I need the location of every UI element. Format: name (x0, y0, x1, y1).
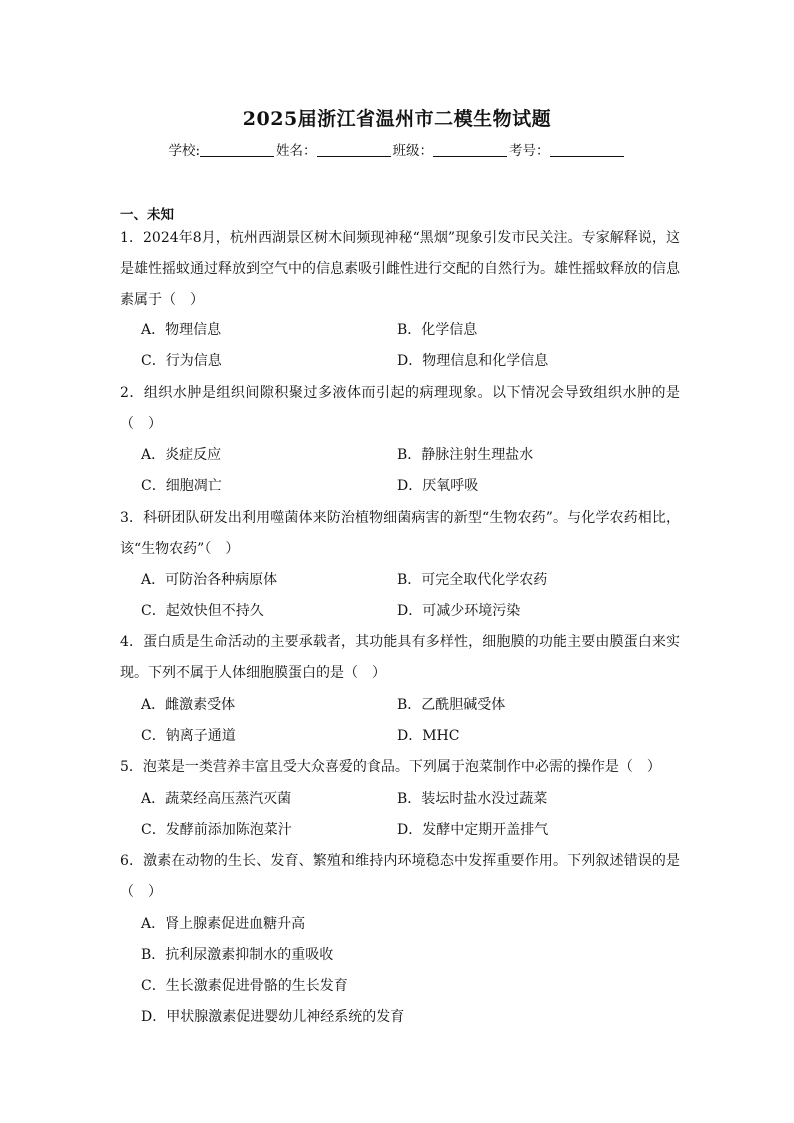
question-2-option-b: B．静脉注射生理盐水 (397, 447, 534, 463)
question-4-option-b: B．乙酰胆碱受体 (397, 697, 506, 713)
question-4-option-a: A．雌激素受体 (141, 697, 236, 713)
question-4-stem: 4．蛋白质是生命活动的主要承载者，其功能具有多样性，细胞膜的功能主要由膜蛋白来实现。下列不属于人体细胞膜蛋白的是（ ） (120, 634, 680, 681)
question-1-stem: 1．2024年8月，杭州西湖景区树木间频现神秘“黑烟”现象引发市民关注。专家解释说，这是雄性摇蚊通过释放到空气中的信息素吸引雌性进行交配的自然行为。雄性摇蚊释放的信息素属于（ ） (120, 230, 680, 308)
question-6-option-c: C．生长激素促进骨骼的生长发育 (141, 978, 348, 994)
question-5-stem: 5．泡菜是一类营养丰富且受大众喜爱的食品。下列属于泡菜制作中必需的操作是（ ） (120, 759, 661, 775)
question-2-option-a: A．炎症反应 (141, 447, 222, 463)
question-2-stem: 2．组织水肿是组织间隙积聚过多液体而引起的病理现象。以下情况会导致组织水肿的是（ ） (120, 385, 680, 432)
exam-title: 2025届浙江省温州市二模生物试题 (242, 108, 552, 130)
question-1-option-b: B．化学信息 (397, 322, 478, 338)
class-blank (433, 143, 507, 157)
question-1-option-c: C．行为信息 (141, 353, 222, 369)
school-label: 学校: (168, 143, 201, 159)
question-4-option-d: D．MHC (397, 728, 460, 744)
question-3-option-b: B．可完全取代化学农药 (397, 572, 548, 588)
name-blank (317, 143, 391, 157)
question-6-option-b: B．抗利尿激素抑制水的重吸收 (141, 947, 334, 963)
student-info-line (0, 139, 794, 159)
question-6-option-a: A．肾上腺素促进血糖升高 (141, 916, 306, 932)
question-3-option-c: C．起效快但不持久 (141, 603, 264, 619)
question-1-option-d: D．物理信息和化学信息 (397, 353, 549, 369)
question-2-option-c: C．细胞凋亡 (141, 478, 222, 494)
class-label: 班级： (392, 143, 434, 159)
school-blank (200, 143, 274, 157)
question-6-option-d: D．甲状腺激素促进婴幼儿神经系统的发育 (141, 1009, 405, 1025)
name-label: 姓名： (276, 143, 317, 159)
question-5-option-c: C．发酵前添加陈泡菜汁 (141, 822, 292, 838)
number-blank (550, 143, 624, 157)
number-label: 考号： (509, 143, 550, 159)
question-1-option-a: A．物理信息 (141, 322, 222, 338)
question-3-option-a: A．可防治各种病原体 (141, 572, 278, 588)
question-5-option-a: A．蔬菜经高压蒸汽灭菌 (141, 791, 292, 807)
question-4-option-c: C．钠离子通道 (141, 728, 236, 744)
question-6-stem: 6．激素在动物的生长、发育、繁殖和维持内环境稳态中发挥重要作用。下列叙述错误的是（ ） (120, 853, 680, 900)
question-5-option-b: B．装坛时盐水没过蔬菜 (397, 791, 548, 807)
question-3-stem: 3．科研团队研发出利用噬菌体来防治植物细菌病害的新型“生物农药”。与化学农药相比，该“生物农药”（ ） (120, 510, 680, 557)
section-heading: 一、未知 (120, 207, 174, 223)
question-3-option-d: D．可减少环境污染 (397, 603, 521, 619)
question-5-option-d: D．发酵中定期开盖排气 (397, 822, 549, 838)
question-2-option-d: D．厌氧呼吸 (397, 478, 479, 494)
